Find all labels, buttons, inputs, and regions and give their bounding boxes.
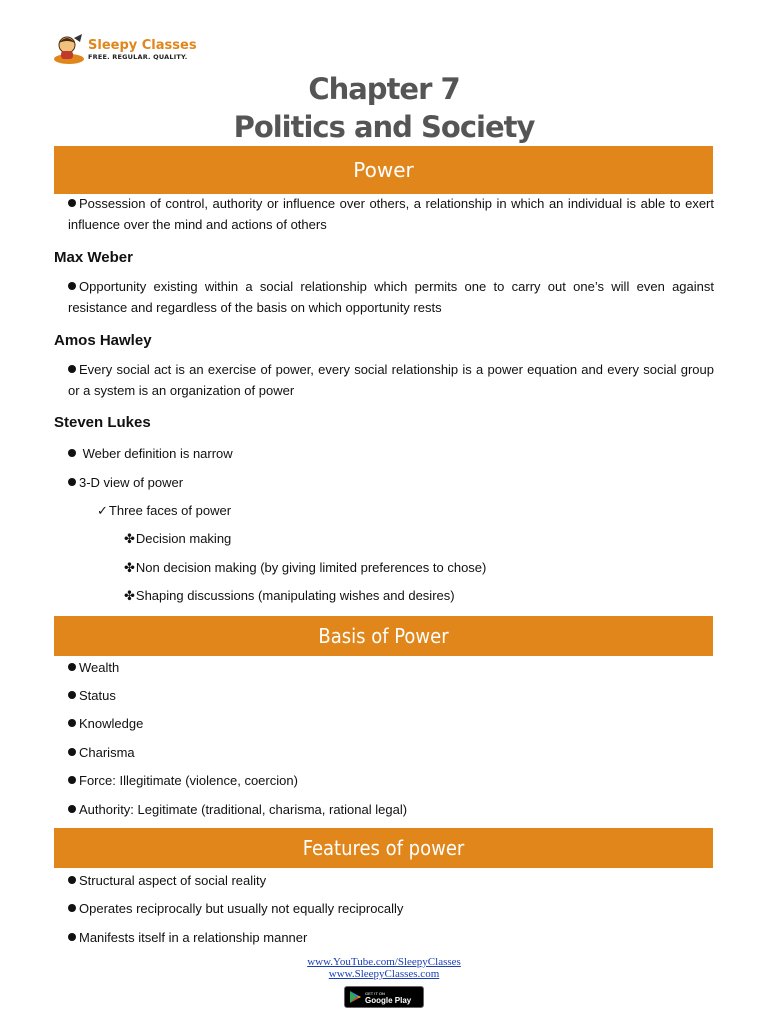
- list-item: Manifests itself in a relationship manner: [68, 927, 714, 948]
- logo: [52, 32, 197, 66]
- list-item: Force: Illegitimate (violence, coercion): [68, 770, 714, 791]
- bullet-icon: [68, 282, 76, 290]
- bullet-icon: [68, 748, 76, 756]
- google-play-icon: [350, 991, 361, 1003]
- hawley-definition: Every social act is an exercise of power, every social relationship is a power equation and every social group or a system is an organization of power: [68, 362, 714, 398]
- bullet-icon: [68, 933, 76, 941]
- google-play-badge[interactable]: [344, 986, 424, 1008]
- face-item: ✤Non decision making (by giving limited preferences to chose): [124, 560, 487, 575]
- section-band-power: Power: [54, 146, 713, 194]
- bullet-icon: [68, 663, 76, 671]
- heading-amos-hawley: Amos Hawley: [54, 332, 152, 349]
- bullet-icon: [68, 876, 76, 884]
- bullet-icon: [68, 904, 76, 912]
- bullet-icon: [68, 691, 76, 699]
- bullet-icon: [68, 449, 76, 457]
- logo-name: Sleepy Classes: [88, 37, 197, 53]
- section-band-basis: Basis of Power: [54, 616, 713, 656]
- website-link[interactable]: www.SleepyClasses.com: [328, 968, 440, 980]
- list-item: Wealth: [68, 657, 714, 678]
- weber-definition: Opportunity existing within a social relationship which permits one to carry out one’s will even against resistance and regardless of the basis on which opportunity rests: [68, 279, 714, 315]
- badge-google-play: Google Play: [365, 996, 412, 1005]
- bullet-icon: [68, 776, 76, 784]
- list-item: Charisma: [68, 742, 714, 763]
- clover-bullet-icon: ✤: [124, 560, 135, 575]
- checkmark-icon: ✓: [97, 503, 108, 518]
- list-item: Weber definition is narrow: [68, 443, 714, 464]
- face-item: ✤Decision making: [124, 531, 232, 546]
- bullet-icon: [68, 478, 76, 486]
- bullet-icon: [68, 805, 76, 813]
- list-item: Status: [68, 685, 714, 706]
- heading-steven-lukes: Steven Lukes: [54, 414, 151, 431]
- bullet-icon: [68, 365, 76, 373]
- chapter-number: Chapter 7: [308, 72, 460, 106]
- youtube-link[interactable]: www.YouTube.com/SleepyClasses: [307, 956, 461, 968]
- clover-bullet-icon: ✤: [124, 588, 135, 603]
- section-band-features: Features of power: [54, 828, 713, 868]
- logo-tagline: FREE. REGULAR. QUALITY.: [88, 52, 188, 61]
- power-definition: Possession of control, authority or influence over others, a relationship in which an individual is able to exert influence over the mind and actions of others: [68, 196, 714, 232]
- sub-list-item: ✓Three faces of power: [97, 503, 232, 518]
- bullet-icon: [68, 719, 76, 727]
- face-item: ✤Shaping discussions (manipulating wishes and desires): [124, 588, 455, 603]
- list-item: Authority: Legitimate (traditional, charisma, rational legal): [68, 799, 714, 820]
- bullet-icon: [68, 199, 76, 207]
- clover-bullet-icon: ✤: [124, 531, 135, 546]
- list-item: Structural aspect of social reality: [68, 870, 714, 891]
- list-item: 3-D view of power: [68, 472, 714, 493]
- heading-max-weber: Max Weber: [54, 249, 133, 266]
- chapter-title: Politics and Society: [233, 110, 535, 144]
- list-item: Operates reciprocally but usually not equally reciprocally: [68, 898, 714, 919]
- logo-mascot-icon: [52, 32, 86, 66]
- badge-get-it-on: GET IT ON: [365, 991, 385, 996]
- list-item: Knowledge: [68, 713, 714, 734]
